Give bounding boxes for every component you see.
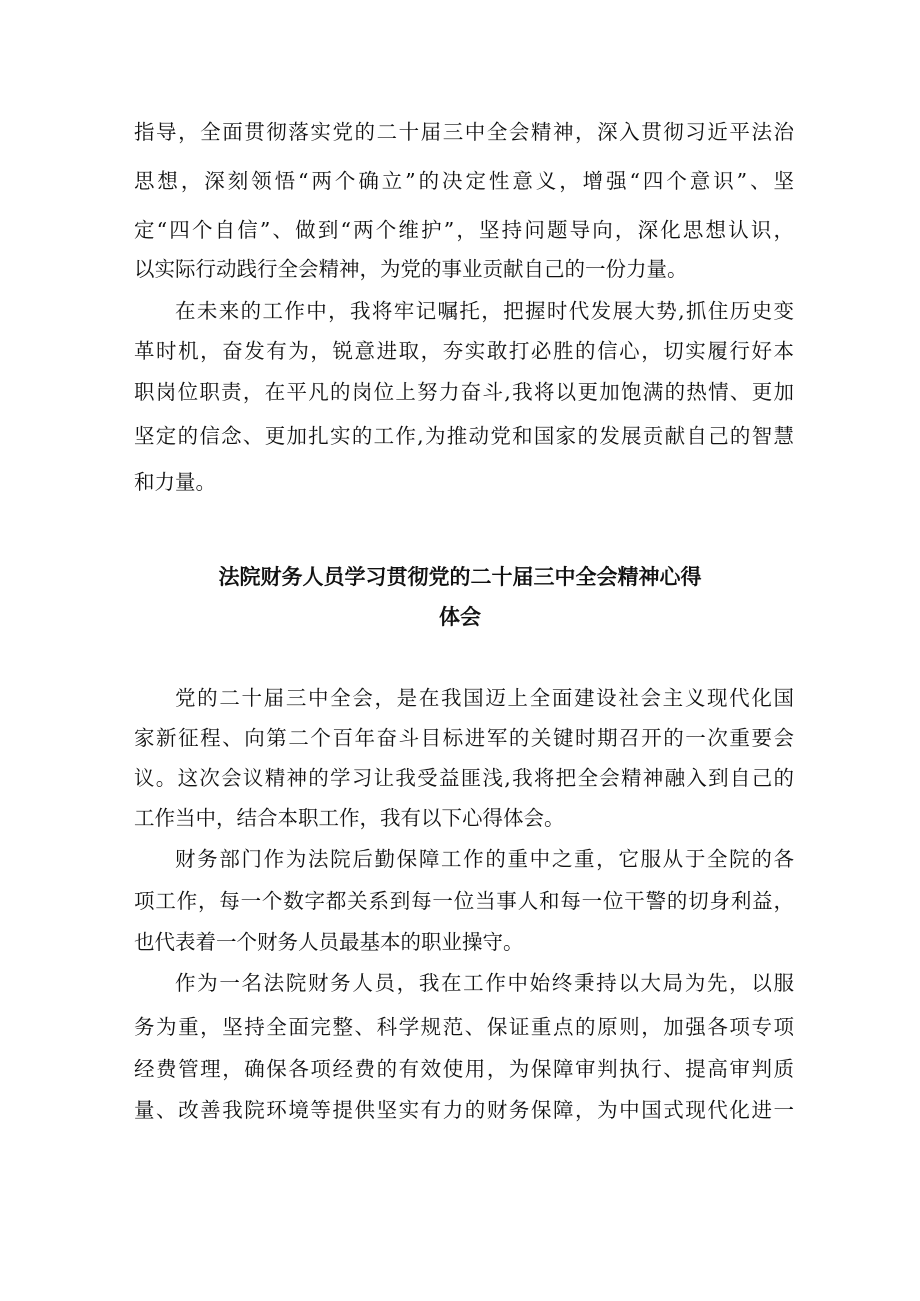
text-line: 作为一名法院财务人员，我在工作中始终秉持以大局为先，以服 xyxy=(175,971,794,995)
text-line: 党的二十届三中全会，是在我国迈上全面建设社会主义现代化国 xyxy=(175,686,794,710)
article-title: 法院财务人员学习贯彻党的二十届三中全会精神心得 xyxy=(218,565,702,589)
text-line: 坚定的信念、更加扎实的工作,为推动党和国家的发展贡献自己的智慧 xyxy=(134,424,794,448)
text-line: 指导，全面贯彻落实党的二十届三中全会精神，深入贯彻习近平法治 xyxy=(134,120,794,144)
text-line: 和力量。 xyxy=(134,470,216,494)
text-line: 议。这次会议精神的学习让我受益匪浅,我将把全会精神融入到自己的 xyxy=(134,766,794,790)
article-title-line-2: 体会 xyxy=(439,605,481,629)
text-line: 经费管理，确保各项经费的有效使用，为保障审判执行、提高审判质 xyxy=(134,1057,794,1081)
text-line: 也代表着一个财务人员最基本的职业操守。 xyxy=(134,930,524,954)
text-line: 在未来的工作中，我将牢记嘱托，把握时代发展大势,抓住历史变 xyxy=(175,299,794,323)
text-line: 以实际行动践行全会精神，为党的事业贡献自己的一份力量。 xyxy=(134,257,688,281)
text-line: 务为重，坚持全面完整、科学规范、保证重点的原则，加强各项专项 xyxy=(134,1015,794,1039)
text-line: 革时机，奋发有为，锐意进取，夯实敢打必胜的信心，切实履行好本 xyxy=(134,339,794,363)
text-line: 量、改善我院环境等提供坚实有力的财务保障，为中国式现代化进一 xyxy=(134,1098,794,1122)
text-line: 财务部门作为法院后勤保障工作的重中之重，它服从于全院的各 xyxy=(175,847,794,871)
text-line: 工作当中，结合本职工作，我有以下心得体会。 xyxy=(134,806,565,830)
text-line: 定“四个自信”、做到“两个维护”，坚持问题导向，深化思想认识， xyxy=(134,218,794,242)
text-line: 职岗位职责，在平凡的岗位上努力奋斗,我将以更加饱满的热情、更加 xyxy=(134,380,794,404)
text-line: 项工作，每一个数字都关系到每一位当事人和每一位干警的切身利益， xyxy=(134,889,794,913)
text-line: 家新征程、向第二个百年奋斗目标进军的关键时期召开的一次重要会 xyxy=(134,726,794,750)
text-line: 思想，深刻领悟“两个确立”的决定性意义，增强“四个意识”、坚 xyxy=(134,169,794,193)
